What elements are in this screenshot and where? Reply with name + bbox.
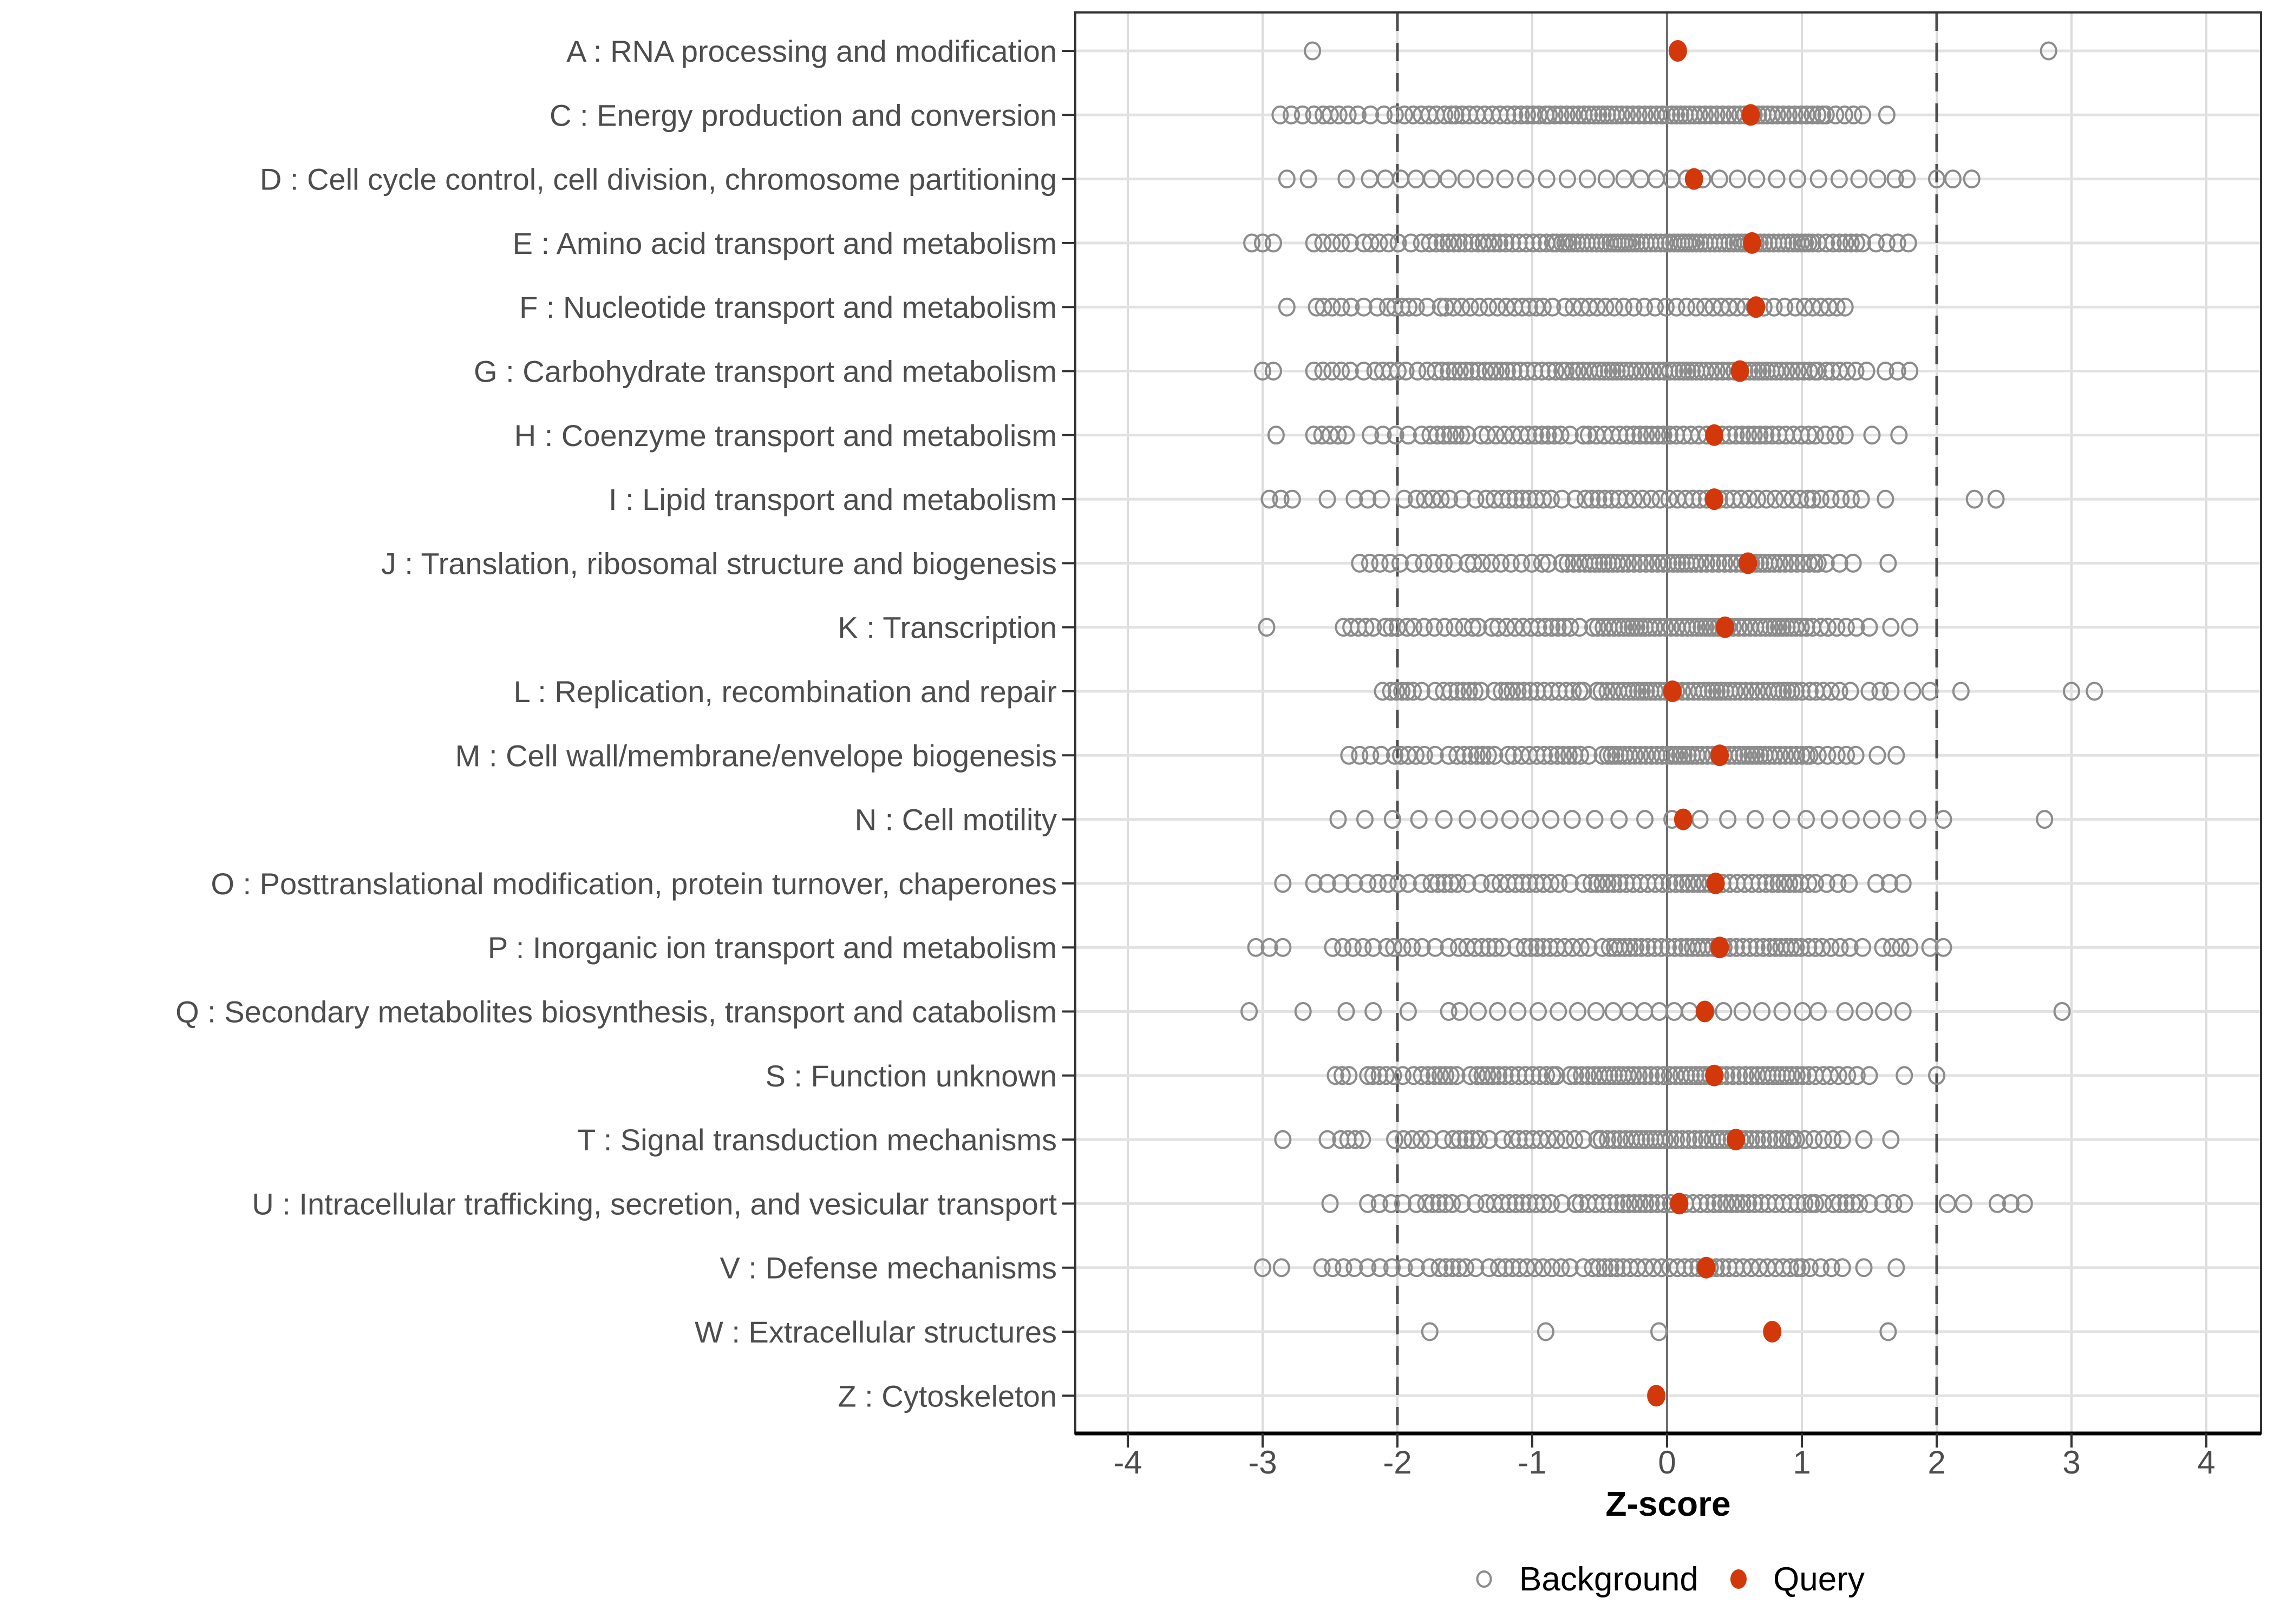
x-tick-label: 2 [1927, 1444, 1946, 1481]
data-points [1241, 40, 2102, 1406]
query-point [1763, 1321, 1781, 1343]
category-label: O : Posttranslational modification, protein turnover, chaperones [211, 866, 1057, 901]
category-label: D : Cell cycle control, cell division, chromosome partitioning [259, 162, 1057, 197]
x-tick-label: 1 [1793, 1444, 1811, 1481]
category-label: N : Cell motility [854, 802, 1057, 837]
category-row [1262, 488, 2003, 510]
query-point [1716, 617, 1734, 638]
query-point [1747, 296, 1765, 318]
query-point [1670, 1193, 1688, 1214]
x-tick-label: 4 [2197, 1444, 2216, 1481]
x-tick-label: -1 [1518, 1444, 1547, 1481]
category-label: Q : Secondary metabolites biosynthesis, transport and catabolism [175, 994, 1057, 1029]
category-label: W : Extracellular structures [694, 1315, 1057, 1349]
category-label: I : Lipid transport and metabolism [609, 482, 1057, 517]
x-axis-title: Z-score [1605, 1484, 1731, 1523]
y-axis [175, 34, 1075, 1413]
category-label: T : Signal transduction mechanisms [577, 1123, 1057, 1157]
query-point [1710, 744, 1729, 766]
category-label: U : Intracellular trafficking, secretion, and vesicular transport [252, 1187, 1057, 1221]
background-legend-label: Background [1519, 1561, 1698, 1598]
category-label: J : Translation, ribosomal structure and biogenesis [381, 546, 1057, 581]
query-point [1730, 361, 1749, 382]
legend [1478, 1561, 1865, 1598]
x-tick-label: -3 [1248, 1444, 1277, 1481]
category-row [1647, 1385, 1665, 1406]
query-point [1705, 424, 1723, 446]
category-label: Z : Cytoskeleton [838, 1379, 1057, 1413]
category-label: A : RNA processing and modification [566, 34, 1057, 68]
category-label: P : Inorganic ion transport and metabolism [487, 931, 1057, 965]
query-point [1705, 488, 1723, 510]
category-label: S : Function unknown [765, 1058, 1057, 1093]
query-legend-dot-icon [1730, 1569, 1747, 1589]
query-point [1707, 873, 1725, 894]
query-point [1663, 680, 1682, 702]
x-tick-label: -4 [1113, 1444, 1142, 1481]
x-tick-label: 0 [1658, 1444, 1676, 1481]
category-label: G : Carbohydrate transport and metabolism [474, 354, 1057, 389]
query-point [1743, 232, 1761, 254]
query-point [1705, 1065, 1723, 1086]
category-label: C : Energy production and conversion [550, 98, 1057, 133]
background-legend-circle-icon [1478, 1571, 1491, 1587]
category-label: E : Amino acid transport and metabolism [512, 226, 1057, 260]
query-legend-label: Query [1773, 1561, 1865, 1598]
query-point [1739, 552, 1757, 574]
category-label: F : Nucleotide transport and metabolism [519, 290, 1057, 325]
query-point [1669, 40, 1687, 62]
x-tick-label: 3 [2062, 1444, 2081, 1481]
x-tick-label: -2 [1383, 1444, 1412, 1481]
query-point [1696, 1001, 1714, 1023]
query-point [1727, 1129, 1745, 1150]
query-point [1674, 809, 1693, 830]
query-point [1710, 937, 1729, 958]
category-label: H : Coenzyme transport and metabolism [514, 418, 1057, 453]
reference-lines [1397, 12, 1937, 1433]
query-point [1647, 1385, 1665, 1406]
category-label: L : Replication, recombination and repair [513, 675, 1057, 709]
category-label: K : Transcription [838, 610, 1057, 645]
query-point [1741, 104, 1760, 126]
category-label: M : Cell wall/membrane/envelope biogenesis [455, 738, 1057, 773]
x-axis [1075, 1433, 2261, 1481]
query-point [1697, 1257, 1715, 1279]
query-point [1685, 168, 1703, 190]
category-label: V : Defense mechanisms [720, 1250, 1057, 1285]
